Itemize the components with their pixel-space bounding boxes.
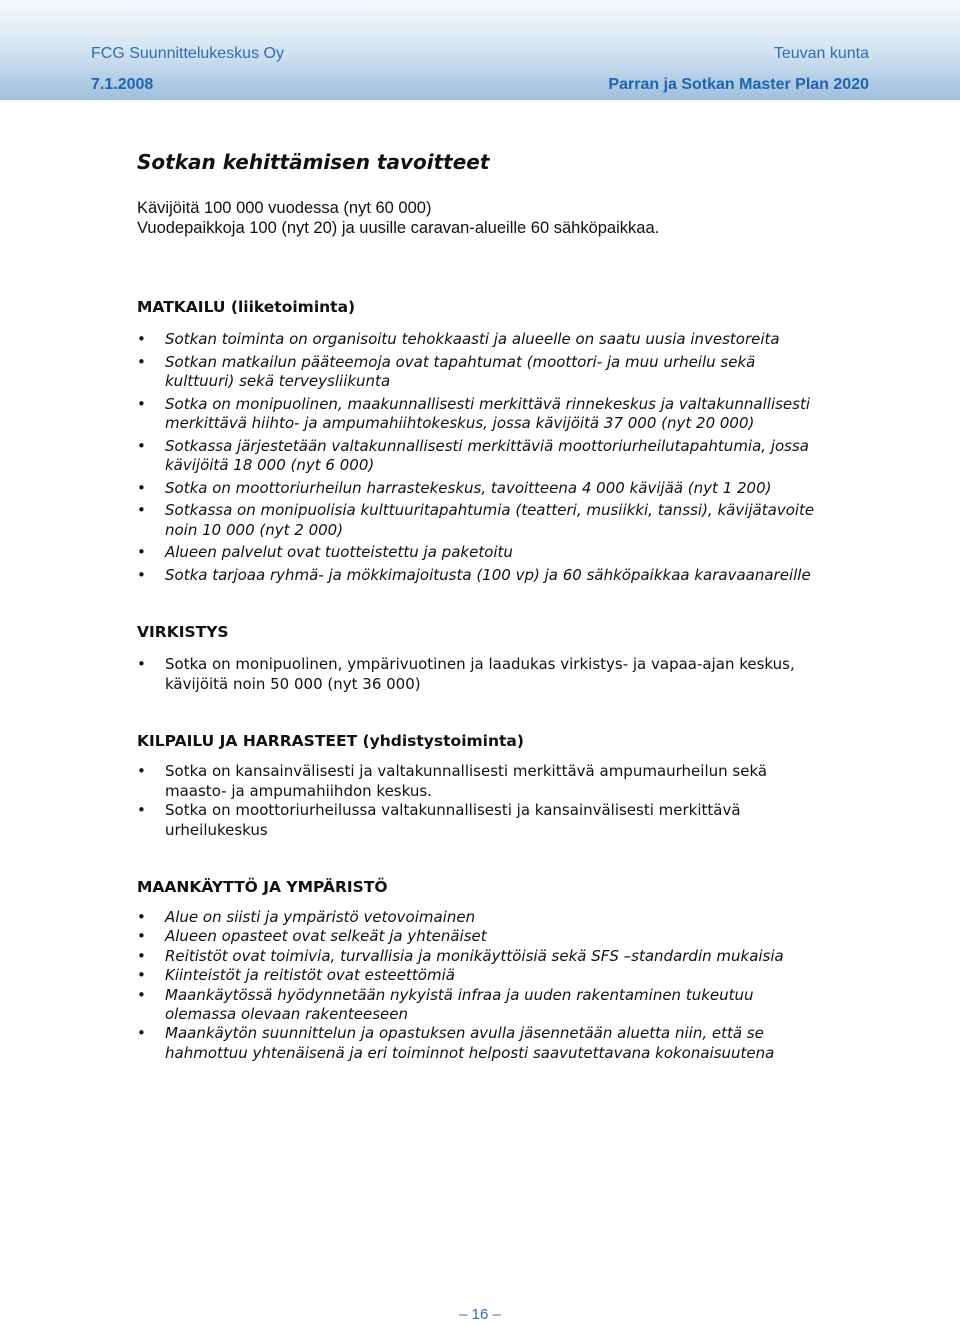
bullet-icon: • (137, 801, 146, 819)
section-matkailu (137, 298, 817, 585)
bullet-icon: • (137, 352, 146, 371)
intro-text (137, 198, 817, 238)
document-date: 7.1.2008 (91, 76, 154, 93)
section-heading: MAANKÄYTTÖ JA YMPÄRISTÖ (137, 878, 388, 896)
bullet-icon: • (137, 330, 146, 348)
list-item: • Maankäytössä hyödynnetään nykyistä infraa ja uuden rakentaminen tukeutuu olemassa olevaan rakenteeseen (137, 985, 754, 1024)
plan-name: Parran ja Sotkan Master Plan 2020 (608, 76, 869, 93)
list-item: • Sotkan toiminta on organisoitu tehokkaasti ja alueelle on saatu uusia investoreita (137, 330, 780, 348)
list-item: • Sotka on monipuolinen, maakunnallisesti merkittävä rinnekeskus ja valtakunnallisesti merkittävä hiihto- ja ampumahiihtokeskus, jossa kävijöitä 37 000 (nyt 20 000) (137, 394, 811, 432)
bullet-icon: • (137, 501, 146, 519)
document-body (137, 150, 817, 1063)
section-kilpailu (137, 732, 817, 840)
bullet-icon: • (137, 762, 146, 780)
bullet-icon: • (137, 966, 146, 985)
bullet-icon: • (137, 985, 146, 1004)
list-item: • Sotka on monipuolinen, ympärivuotinen ja laadukas virkistys- ja vapaa-ajan keskus, kävijöitä noin 50 000 (nyt 36 000) (137, 655, 795, 693)
bullet-icon: • (137, 394, 146, 413)
bullet-icon: • (137, 1024, 146, 1043)
bullet-list (137, 330, 817, 585)
municipality-name: Teuvan kunta (773, 45, 869, 62)
bullet-icon: • (137, 927, 146, 946)
page-number: – 16 – (459, 1306, 501, 1323)
bullet-icon: • (137, 543, 146, 561)
list-item: • Alueen palvelut ovat tuotteistettu ja paketoitu (137, 543, 513, 561)
page-title: Sotkan kehittämisen tavoitteet (137, 150, 490, 174)
list-item: • Sotka tarjoaa ryhmä- ja mökkimajoitusta (100 vp) ja 60 sähköpaikkaa karavaanareille (137, 565, 811, 584)
bullet-icon: • (137, 565, 146, 584)
list-item: • Alueen opasteet ovat selkeät ja yhtenäiset (137, 927, 487, 946)
list-item: • Sotka on moottoriurheilun harrastekeskus, tavoitteena 4 000 kävijää (nyt 1 200) (137, 478, 772, 497)
bullet-list (137, 655, 817, 694)
intro-line: Kävijöitä 100 000 vuodessa (nyt 60 000) (137, 199, 432, 217)
list-item: • Reitistöt ovat toimivia, turvallisia ja monikäyttöisiä sekä SFS –standardin mukaisia (137, 946, 784, 965)
company-name: FCG Suunnittelukeskus Oy (91, 45, 284, 62)
list-item: • Maankäytön suunnittelun ja opastuksen avulla jäsennetään aluetta niin, että se hahmottuu yhtenäisenä ja eri toiminnot helposti saavutettavana kokonaisuutena (137, 1024, 775, 1062)
bullet-icon: • (137, 908, 146, 926)
list-item: • Sotka on moottoriurheilussa valtakunnallisesti ja kansainvälisesti merkittävä urheilukeskus (137, 801, 741, 839)
bullet-icon: • (137, 946, 146, 965)
list-item: • Sotka on kansainvälisesti ja valtakunnallisesti merkittävä ampumaurheilun sekä maasto- ja ampumahiihdon keskus. (137, 762, 768, 800)
intro-line: Vuodepaikkoja 100 (nyt 20) ja uusille caravan-alueille 60 sähköpaikkaa. (137, 219, 660, 237)
section-heading: KILPAILU JA HARRASTEET (yhdistystoiminta) (137, 732, 524, 750)
section-maankaytto (137, 878, 817, 1063)
bullet-icon: • (137, 478, 146, 497)
section-heading: VIRKISTYS (137, 623, 229, 641)
list-item: • Kiinteistöt ja reitistöt ovat esteettömiä (137, 966, 455, 985)
list-item: • Alue on siisti ja ympäristö vetovoimainen (137, 908, 476, 926)
list-item: • Sotkan matkailun pääteemoja ovat tapahtumat (moottori- ja muu urheilu sekä kulttuuri) sekä terveysliikunta (137, 352, 756, 390)
bullet-list (137, 908, 817, 1063)
page-header (0, 0, 960, 100)
section-virkistys (137, 623, 817, 694)
list-item: • Sotkassa on monipuolisia kulttuuritapahtumia (teatteri, musiikki, tanssi), kävijätavoite noin 10 000 (nyt 2 000) (137, 501, 815, 539)
bullet-list (137, 762, 817, 840)
bullet-icon: • (137, 436, 146, 455)
list-item: • Sotkassa järjestetään valtakunnallisesti merkittäviä moottoriurheilutapahtumia, jossa kävijöitä 18 000 (nyt 6 000) (137, 436, 809, 474)
bullet-icon: • (137, 655, 146, 673)
section-heading: MATKAILU (liiketoiminta) (137, 298, 356, 316)
